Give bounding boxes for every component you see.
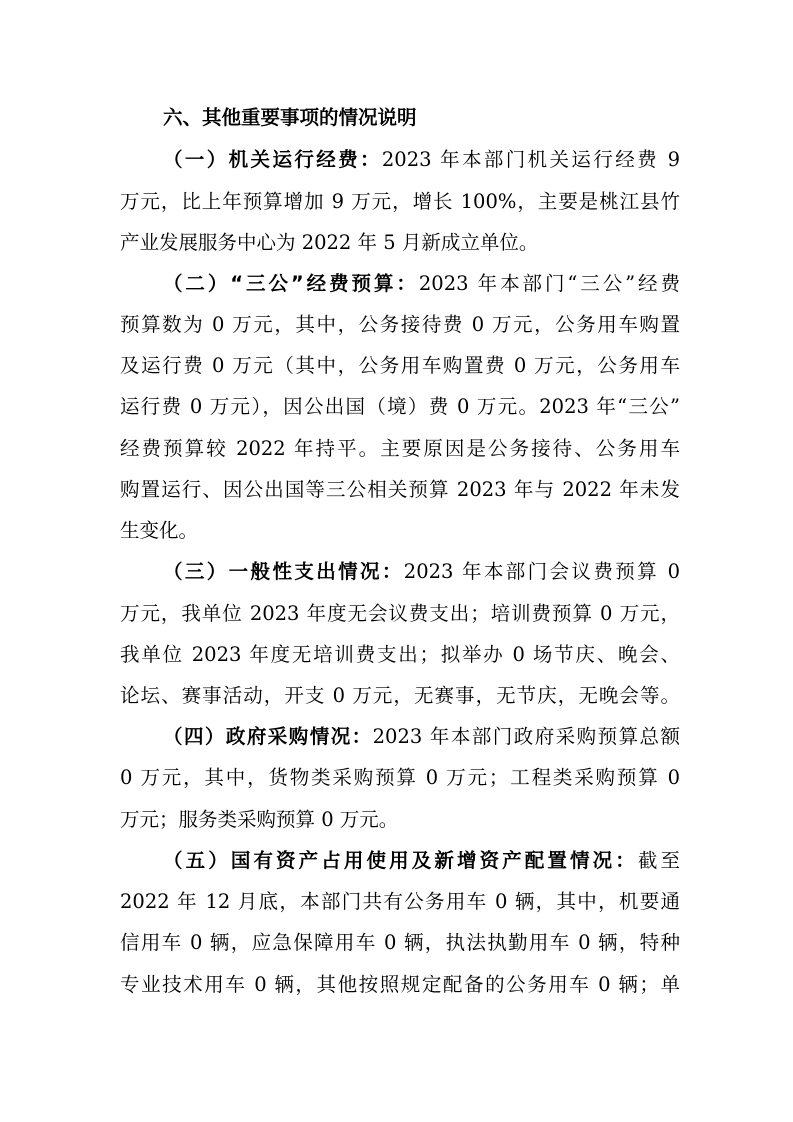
paragraph-2-title: （二）“三公”经费预算： <box>163 272 419 295</box>
paragraph-3-line-1: （三）一般性支出情况：2023 年本部门会议费预算 0 <box>163 560 680 583</box>
paragraph-2-line-1: （二）“三公”经费预算：2023 年本部门“三公”经费 <box>163 272 680 295</box>
paragraph-2-line-4: 运行费 0 万元），因公出国（境）费 0 万元。2023 年“三公” <box>120 395 680 418</box>
paragraph-3-line-2: 万元，我单位 2023 年度无会议费支出；培训费预算 0 万元， <box>120 602 680 625</box>
paragraph-5-title: （五）国有资产占用使用及新增资产配置情况： <box>163 849 638 872</box>
paragraph-2-line-2: 预算数为 0 万元，其中，公务接待费 0 万元，公务用车购置 <box>120 313 680 336</box>
paragraph-3-line-3: 我单位 2023 年度无培训费支出；拟举办 0 场节庆、晚会、 <box>120 643 680 666</box>
paragraph-5-line-1: （五）国有资产占用使用及新增资产配置情况：截至 <box>163 849 680 872</box>
paragraph-5-line-3: 信用车 0 辆，应急保障用车 0 辆，执法执勤用车 0 辆，特种 <box>120 931 680 954</box>
paragraph-1-line-1: （一）机关运行经费：2023 年本部门机关运行经费 9 <box>163 148 680 171</box>
paragraph-4-line-2: 0 万元，其中，货物类采购预算 0 万元；工程类采购预算 0 <box>120 766 680 789</box>
paragraph-4-line-1: （四）政府采购情况：2023 年本部门政府采购预算总额 <box>163 725 680 748</box>
paragraph-1-line-2: 万元，比上年预算增加 9 万元，增长 100%，主要是桃江县竹 <box>120 190 680 213</box>
paragraph-3-title: （三）一般性支出情况： <box>163 560 404 583</box>
paragraph-4-line-3: 万元；服务类采购预算 0 万元。 <box>120 808 399 831</box>
section-heading: 六、其他重要事项的情况说明 <box>163 106 417 129</box>
paragraph-2-line-7: 生变化。 <box>120 519 199 542</box>
paragraph-2-line-3: 及运行费 0 万元（其中，公务用车购置费 0 万元，公务用车 <box>120 354 680 377</box>
paragraph-2-line-6: 购置运行、因公出国等三公相关预算 2023 年与 2022 年未发 <box>120 478 680 501</box>
paragraph-3-line-4: 论坛、赛事活动，开支 0 万元，无赛事，无节庆，无晚会等。 <box>120 684 680 707</box>
paragraph-1-line-3: 产业发展服务中心为 2022 年 5 月新成立单位。 <box>120 231 539 254</box>
paragraph-5-line-2: 2022 年 12 月底，本部门共有公务用车 0 辆，其中，机要通 <box>120 890 680 913</box>
paragraph-4-title: （四）政府采购情况： <box>163 725 373 748</box>
paragraph-5-line-4: 专业技术用车 0 辆，其他按照规定配备的公务用车 0 辆；单 <box>120 973 680 996</box>
paragraph-1-title: （一）机关运行经费： <box>163 148 382 171</box>
paragraph-2-line-5: 经费预算较 2022 年持平。主要原因是公务接待、公务用车 <box>120 437 680 460</box>
